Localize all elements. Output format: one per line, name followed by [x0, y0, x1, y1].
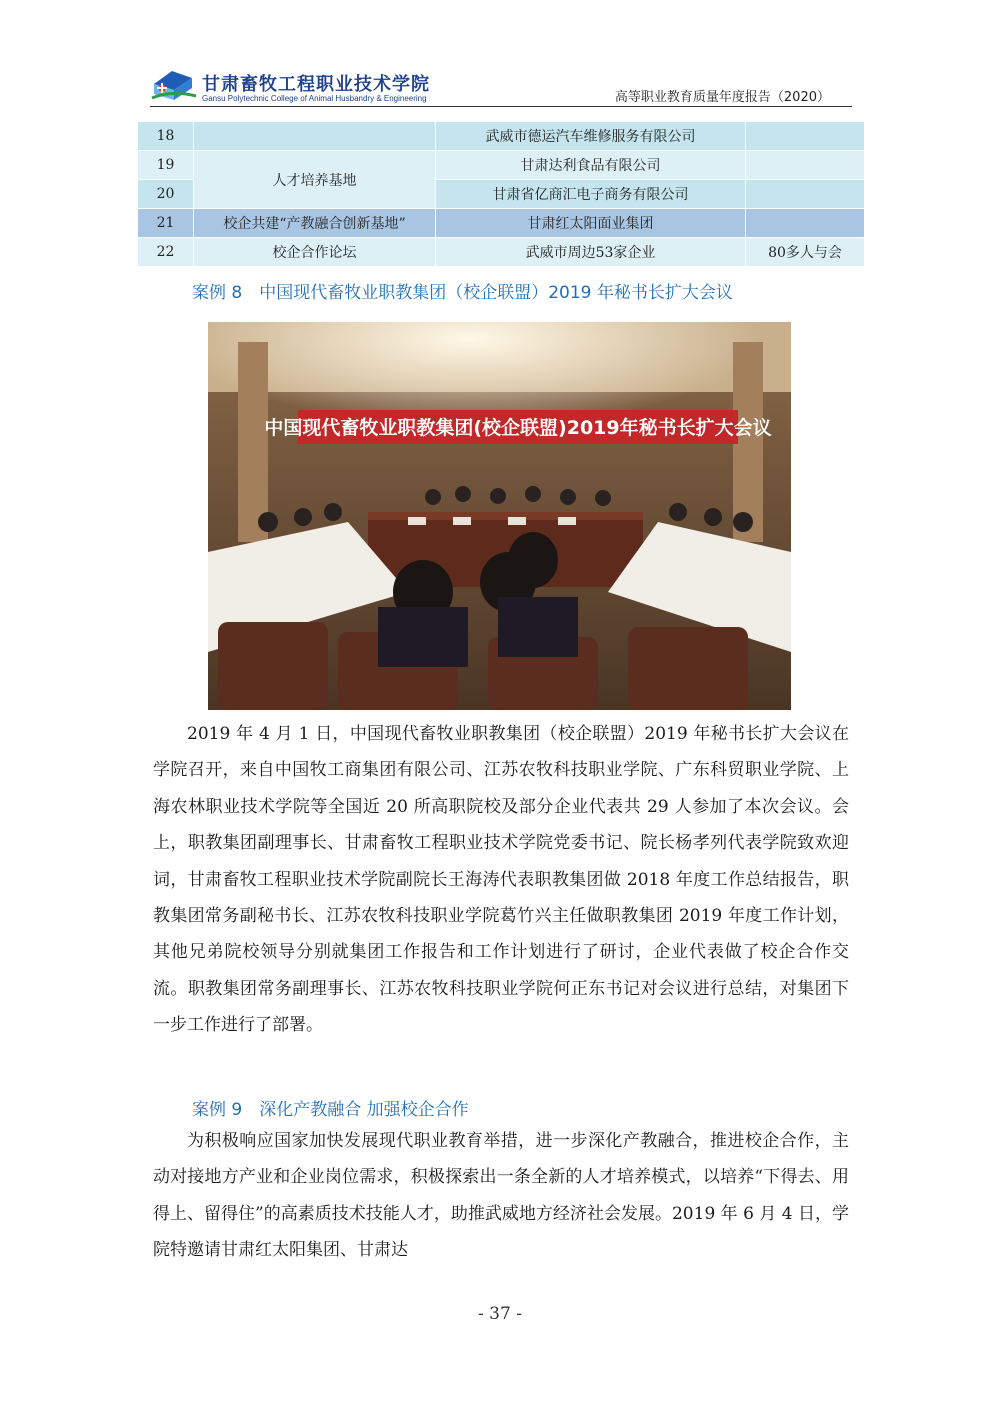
- note-cell: [746, 209, 865, 238]
- row-number: 19: [138, 151, 194, 180]
- partner-name: 武威市德运汽车维修服务有限公司: [436, 122, 746, 151]
- case-8-paragraph: 2019 年 4 月 1 日，中国现代畜牧业职教集团（校企联盟）2019 年秘书长扩大会议在学院召开，来自中国牧工商集团有限公司、江苏农牧科技职业学院、广东科贸职业学院、上海农林职业技术学院等全国近 20 所高职院校及部分企业代表共 29 人参加了本次会议。会上，职教集团副理事长、甘肃畜牧工程职业技术学院党委书记、院长杨孝列代表学院致欢迎词，甘肃畜牧工程职业技术学院副院长王海涛代表职教集团做 2018 年度工作总结报告，职教集团常务副秘书长、江苏农牧科技职业学院葛竹兴主任做职教集团 2019 年度工作计划，其他兄弟院校领导分别就集团工作报告和工作计划进行了研讨，企业代表做了校企合作交流。职教集团常务副理事长、江苏农牧科技职业学院何正东书记对会议进行总结，对集团下一步工作进行了部署。: [153, 724, 849, 1036]
- meeting-photo-illustration: [208, 322, 791, 710]
- meeting-photo: [208, 322, 791, 710]
- partner-name: 甘肃达利食品有限公司: [436, 151, 746, 180]
- row-number: 22: [138, 238, 194, 267]
- college-logo-icon: [150, 68, 200, 102]
- cooperation-type: 校企共建“产教融合创新基地”: [194, 209, 436, 238]
- note-cell: 80多人与会: [746, 238, 865, 267]
- case-9-heading: 案例 9 深化产教融合 加强校企合作: [192, 1100, 469, 1120]
- note-cell: [746, 180, 865, 209]
- cooperation-type: 人才培养基地: [194, 151, 436, 209]
- row-number: 20: [138, 180, 194, 209]
- page-number: - 37 -: [478, 1304, 522, 1324]
- partner-name: 甘肃红太阳面业集团: [436, 209, 746, 238]
- partner-name: 甘肃省亿商汇电子商务有限公司: [436, 180, 746, 209]
- table-row: [138, 122, 865, 151]
- cooperation-table: [137, 121, 865, 267]
- row-number: 21: [138, 209, 194, 238]
- note-cell: [746, 122, 865, 151]
- case-9-paragraph: 为积极响应国家加快发展现代职业教育举措，进一步深化产教融合，推进校企合作，主动对接地方产业和企业岗位需求，积极探索出一条全新的人才培养模式，以培养“下得去、用得上、留得住”的高素质技术技能人才，助推武威地方经济社会发展。2019 年 6 月 4 日，学院特邀请甘肃红太阳集团、甘肃达: [153, 1131, 849, 1261]
- college-name-cn: 甘肃畜牧工程职业技术学院: [202, 74, 430, 95]
- report-title: 高等职业教育质量年度报告（2020）: [614, 90, 830, 105]
- header-divider: [150, 106, 852, 107]
- partner-name: 武威市周边53家企业: [436, 238, 746, 267]
- college-name-en: Gansu Polytechnic College of Animal Husbandry & Engineering: [202, 94, 427, 103]
- page-header: [150, 66, 852, 108]
- note-cell: [746, 151, 865, 180]
- table-row: [138, 209, 865, 238]
- photo-banner-text: 中国现代畜牧业职教集团(校企联盟)2019年秘书长扩大会议: [264, 417, 772, 439]
- table-row: [138, 238, 865, 267]
- row-number: 18: [138, 122, 194, 151]
- table-row: [138, 151, 865, 180]
- cooperation-type: 校企合作论坛: [194, 238, 436, 267]
- cooperation-type: [194, 122, 436, 151]
- case-8-heading: 案例 8 中国现代畜牧业职教集团（校企联盟）2019 年秘书长扩大会议: [192, 283, 733, 303]
